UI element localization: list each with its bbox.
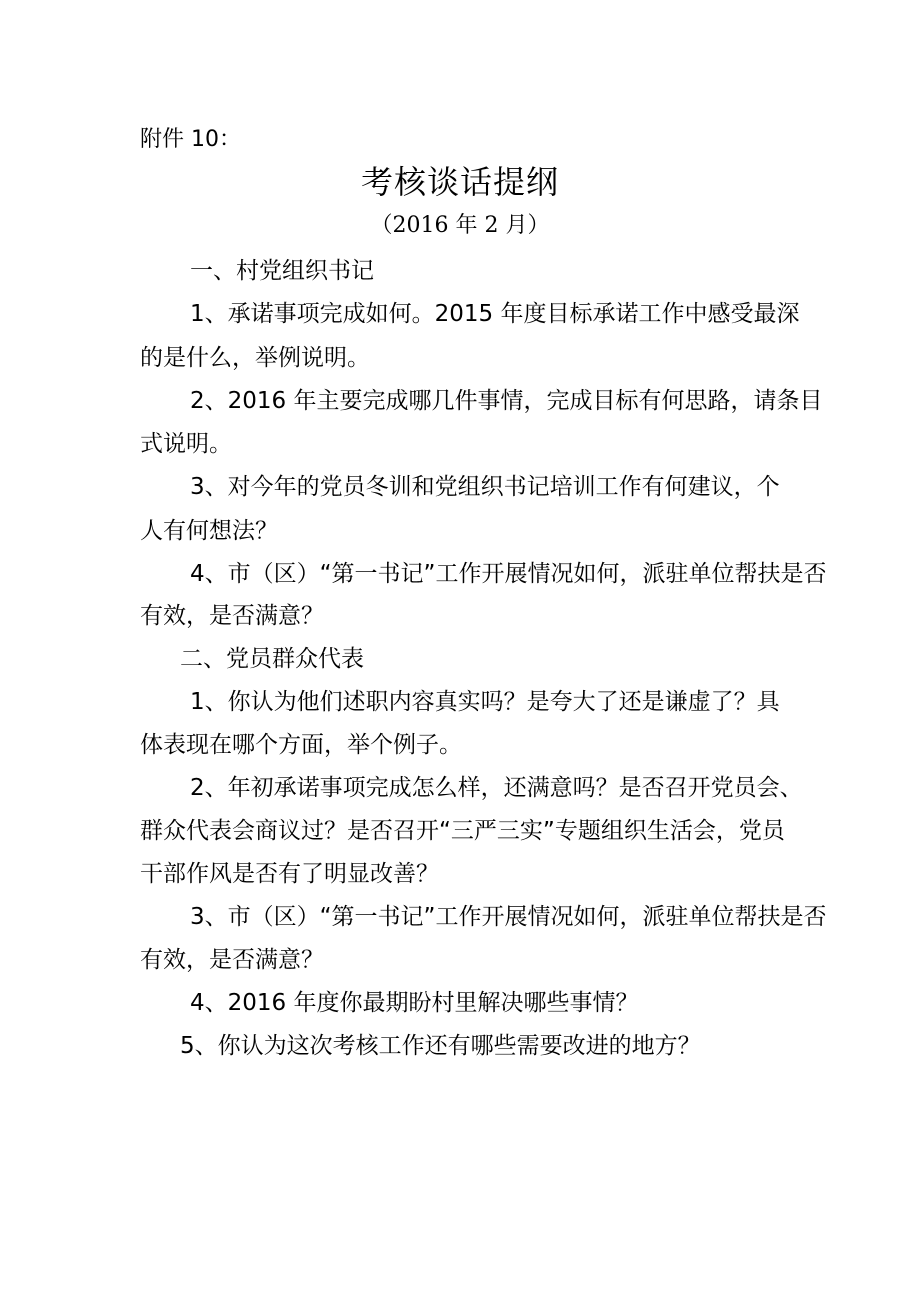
question-3-line-2: 人有何想法？ [140,518,278,544]
section-heading-party-secretary: 一、村党组织书记 [190,258,374,284]
rep-question-2-line-1: 2、年初承诺事项完成怎么样，还满意吗？是否召开党员会、 [190,775,803,801]
rep-question-5-line-1: 5、你认为这次考核工作还有哪些需要改进的地方？ [180,1033,701,1059]
document-date: （2016 年 2 月） [370,213,550,238]
question-1-line-1: 1、承诺事项完成如何。2015 年度目标承诺工作中感受最深 [190,301,800,327]
question-1-line-2: 的是什么，举例说明。 [140,345,370,371]
rep-question-3-line-2: 有效，是否满意？ [140,947,324,973]
section-heading-member-representatives: 二、党员群众代表 [180,646,364,672]
rep-question-2-line-2: 群众代表会商议过？是否召开“三严三实”专题组织生活会，党员 [140,818,785,844]
rep-question-1-line-1: 1、你认为他们述职内容真实吗？是夸大了还是谦虚了？具 [190,689,780,715]
rep-question-1-line-2: 体表现在哪个方面，举个例子。 [140,732,462,758]
question-3-line-1: 3、对今年的党员冬训和党组织书记培训工作有何建议，个 [190,474,780,500]
question-4-line-1: 4、市（区）“第一书记”工作开展情况如何，派驻单位帮扶是否 [190,561,827,587]
question-4-line-2: 有效，是否满意？ [140,603,324,629]
question-2-line-1: 2、2016 年主要完成哪几件事情，完成目标有何思路，请条目 [190,388,823,414]
attachment-label: 附件 10： [140,127,241,152]
question-2-line-2: 式说明。 [140,431,232,457]
rep-question-2-line-3: 干部作风是否有了明显改善？ [140,861,439,887]
document-title: 考核谈话提纲 [360,163,559,201]
rep-question-4-line-1: 4、2016 年度你最期盼村里解决哪些事情？ [190,990,639,1016]
rep-question-3-line-1: 3、市（区）“第一书记”工作开展情况如何，派驻单位帮扶是否 [190,904,827,930]
